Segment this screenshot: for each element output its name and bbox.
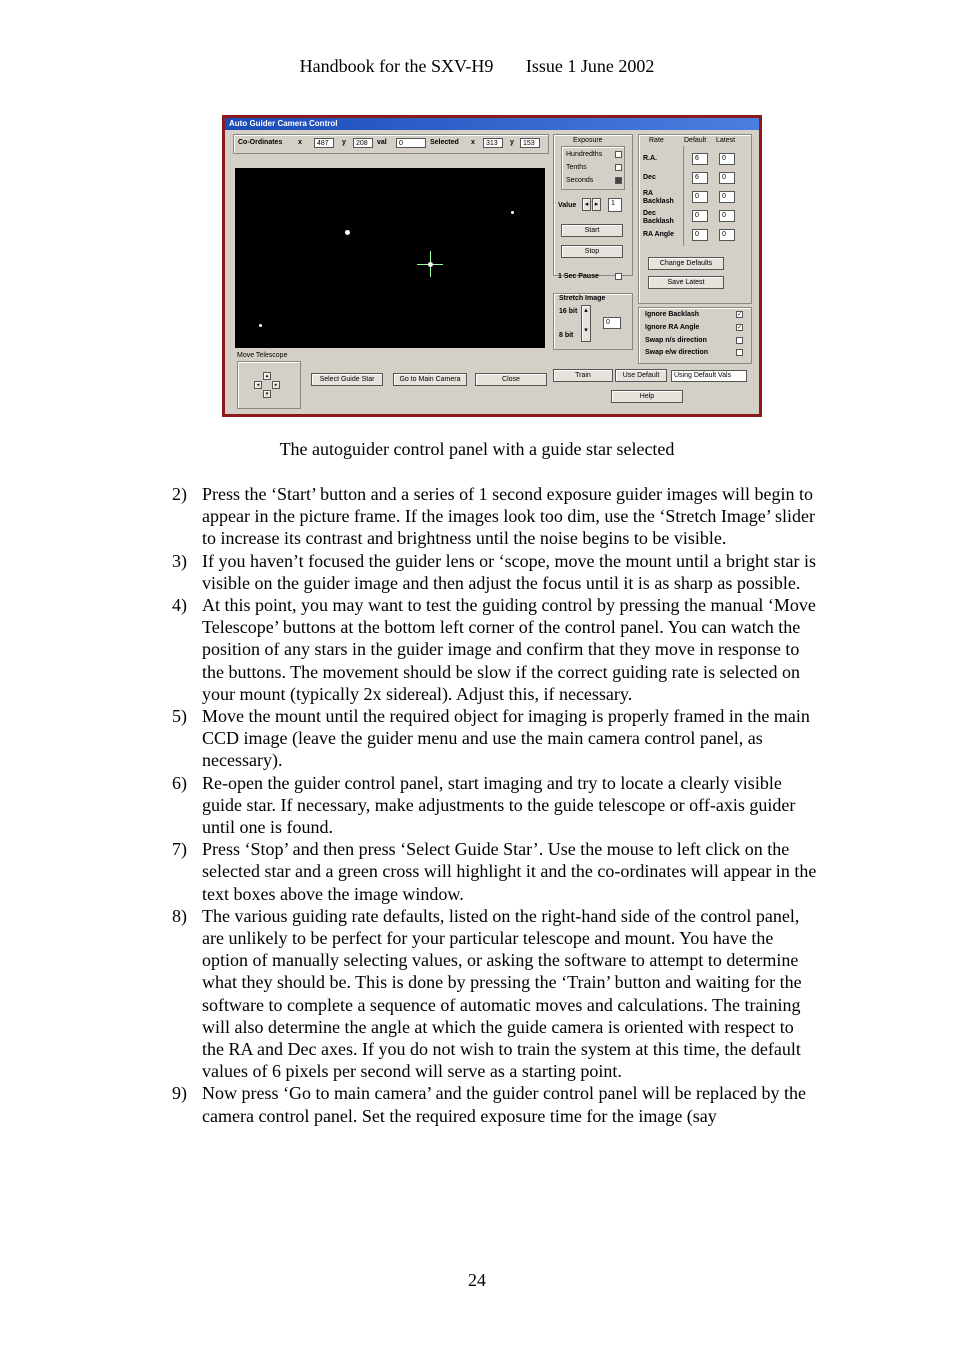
train-button[interactable]: Train (553, 369, 613, 382)
instruction-list (172, 483, 817, 1127)
y-field[interactable]: 208 (353, 138, 373, 148)
list-item (172, 1082, 817, 1126)
rate-row-label: RA Angle (643, 231, 674, 238)
rate-row-label: Dec Backlash (643, 210, 674, 225)
value-increase-button[interactable]: ▸ (592, 198, 601, 211)
16bit-label: 16 bit (559, 308, 578, 315)
rate-row-label: R.A. (643, 155, 657, 162)
rate-row-label: RA Backlash (643, 190, 674, 205)
move-telescope-group (237, 361, 301, 409)
move-north-button[interactable]: ▴ (263, 372, 271, 380)
dec-backlash-default-field[interactable]: 0 (692, 210, 708, 222)
list-item (172, 550, 817, 594)
ra-default-field[interactable]: 6 (692, 153, 708, 165)
step-text: If you haven’t focused the guider lens or ‘scope, move the mount until a bright star is visible on the guider image and then adjust the focus until it is as sharp as possible. (202, 550, 817, 593)
selected-x-label: x (471, 139, 475, 146)
help-button[interactable]: Help (611, 390, 683, 403)
stretch-field[interactable]: 0 (603, 317, 621, 329)
x-label: x (298, 139, 302, 146)
step-number: 9) (172, 1083, 187, 1104)
move-east-button[interactable]: ▸ (272, 381, 280, 389)
selected-y-label: y (510, 139, 514, 146)
ignore-backlash-label: Ignore Backlash (645, 311, 700, 318)
page-header (0, 56, 954, 77)
ignore-ra-angle-checkbox[interactable]: ✓ (737, 325, 743, 331)
move-south-button[interactable]: ▾ (263, 390, 271, 398)
header-title: Handbook for the SXV-H9 (299, 56, 494, 76)
star (345, 230, 350, 235)
list-item (172, 838, 817, 905)
exposure-title: Exposure (573, 137, 603, 144)
coordinates-label: Co-Ordinates (238, 139, 283, 146)
page-number: 24 (468, 1270, 486, 1290)
step-text: Press ‘Stop’ and then press ‘Select Guide Star’. Use the mouse to left click on the selected star and a green cross will highlight it and the co-ordinates will appear in the text boxes above the image window. (202, 839, 817, 904)
y-label: y (342, 139, 346, 146)
list-item (172, 705, 817, 772)
use-default-button[interactable]: Use Default (615, 369, 667, 382)
start-button[interactable]: Start (561, 224, 623, 237)
ra-latest-field[interactable]: 0 (719, 153, 735, 165)
status-field: Using Default Vals (671, 370, 747, 382)
latest-col-label: Latest (716, 137, 736, 144)
dec-default-field[interactable]: 6 (692, 172, 708, 184)
step-number: 3) (172, 550, 187, 571)
step-text: At this point, you may want to test the guiding control by pressing the manual ‘Move Telescope’ buttons at the bottom left corner of the control panel. You can watch the position of any stars in the guider image and confirm that they move in response to the buttons. The movement should be slow if the correct guiding rate is selected on your mount (typically 2x sidereal). Adjust this, if necessary. (202, 595, 816, 704)
selected-label: Selected (430, 139, 459, 146)
val-field[interactable]: 0 (396, 138, 426, 148)
pause-checkbox[interactable] (615, 273, 622, 280)
ignore-ra-angle-label: Ignore RA Angle (645, 324, 700, 331)
swap-ns-checkbox[interactable] (736, 337, 743, 344)
dec-backlash-latest-field[interactable]: 0 (719, 210, 735, 222)
val-label: val (377, 139, 387, 146)
selected-y-field[interactable]: 153 (520, 138, 540, 148)
change-defaults-button[interactable]: Change Defaults (648, 257, 724, 270)
window-title: Auto Guider Camera Control (225, 118, 759, 130)
step-number: 5) (172, 706, 187, 727)
rate-row-label: Dec (643, 174, 656, 181)
x-field[interactable]: 487 (314, 138, 334, 148)
pause-label: 1 Sec Pause (558, 273, 599, 280)
seconds-radio[interactable] (615, 177, 622, 184)
star (511, 211, 514, 214)
window-body (225, 118, 759, 414)
step-number: 8) (172, 905, 187, 926)
swap-ns-label: Swap n/s direction (645, 337, 707, 344)
swap-ew-checkbox[interactable] (736, 349, 743, 356)
swap-ew-label: Swap e/w direction (645, 349, 709, 356)
rate-title: Rate (649, 137, 664, 144)
value-decrease-button[interactable]: ◂ (582, 198, 591, 211)
stretch-title: Stretch Image (559, 295, 606, 302)
step-text: Re-open the guider control panel, start imaging and try to locate a clearly visible guide star. If necessary, make adjustments to the guide telescope or off-axis guider until one is found. (202, 772, 796, 838)
default-col-label: Default (684, 137, 707, 144)
header-issue: Issue 1 June 2002 (525, 56, 655, 76)
rate-divider (683, 146, 684, 246)
hundredths-radio[interactable] (615, 151, 622, 158)
go-to-main-camera-button[interactable]: Go to Main Camera (393, 373, 467, 386)
save-latest-button[interactable]: Save Latest (648, 276, 724, 289)
hundredths-label: Hundredths (566, 151, 603, 158)
step-text: Move the mount until the required object for imaging is properly framed in the main CCD image (leave the guider menu and use the main camera control panel, as necessary). (202, 706, 810, 771)
stop-button[interactable]: Stop (561, 245, 623, 258)
tenths-radio[interactable] (615, 164, 622, 171)
close-button[interactable]: Close (475, 373, 547, 386)
step-number: 6) (172, 772, 187, 793)
value-label: Value (558, 202, 577, 209)
step-number: 2) (172, 484, 187, 504)
move-telescope-label: Move Telescope (237, 352, 288, 359)
list-item (172, 594, 817, 705)
step-number: 4) (172, 595, 187, 616)
selected-x-field[interactable]: 313 (483, 138, 503, 148)
star (259, 324, 262, 327)
tenths-label: Tenths (566, 164, 587, 171)
step-text: Now press ‘Go to main camera’ and the guider control panel will be replaced by the camera control panel. Set the required exposure time for the image (say (202, 1083, 806, 1126)
ra-angle-latest-field[interactable]: 0 (719, 229, 735, 241)
dec-latest-field[interactable]: 0 (719, 172, 735, 184)
step-text: Press the ‘Start’ button and a series of 1 second exposure guider images will begin to appear in the picture frame. If the images look too dim, use the ‘Stretch Image’ slider to increase its contrast and brightness until the noise begins to be visible. (202, 484, 815, 549)
step-text: The various guiding rate defaults, listed on the right-hand side of the control panel, are unlikely to be perfect for your particular telescope and mount. You have the option of manually selecting values, or asking the software to attempt to determine what they should be. This is done by pressing the ‘Train’ button and waiting for the software to complete a sequence of automatic moves and calculations. The training will also determine the angle at which the guide camera is oriented with respect to the RA and Dec axes. If you do not wish to train the system at this time, the default values of 6 pixels per second will serve as a starting point. (202, 905, 802, 1082)
guider-image[interactable] (235, 168, 545, 348)
ignore-backlash-checkbox[interactable]: ✓ (737, 312, 743, 318)
list-item (172, 772, 817, 839)
ra-angle-default-field[interactable]: 0 (692, 229, 708, 241)
select-guide-star-button[interactable]: Select Guide Star (311, 373, 383, 386)
stretch-slider[interactable]: ▴ ▾ (581, 305, 591, 342)
step-number: 7) (172, 839, 187, 860)
list-item (172, 905, 817, 1083)
8bit-label: 8 bit (559, 332, 574, 339)
value-field[interactable]: 1 (608, 198, 622, 212)
autoguider-screenshot (222, 115, 762, 417)
ra-backlash-default-field[interactable]: 0 (692, 191, 708, 203)
figure-caption: The autoguider control panel with a guide star selected (279, 439, 675, 459)
list-item (172, 483, 817, 550)
move-west-button[interactable]: ◂ (254, 381, 262, 389)
ra-backlash-latest-field[interactable]: 0 (719, 191, 735, 203)
seconds-label: Seconds (566, 177, 594, 184)
